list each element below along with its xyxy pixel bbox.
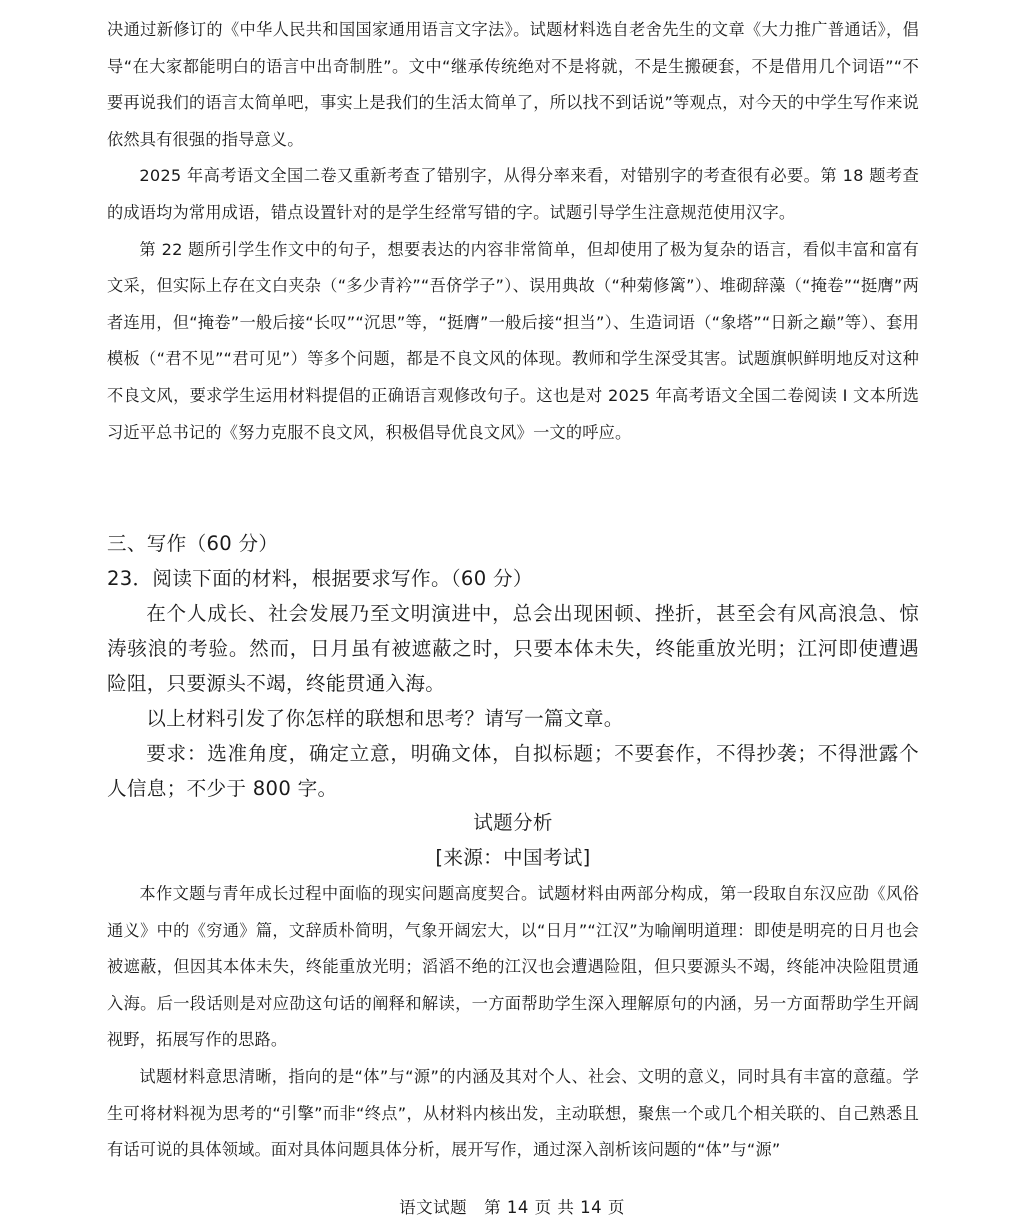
analysis-body bbox=[107, 876, 919, 1169]
analysis-source: [来源：中国考试] bbox=[435, 846, 591, 869]
analysis-paragraph-1: 本作文题与青年成长过程中面临的现实问题高度契合。试题材料由两部分构成，第一段取自东汉应劭《风俗通义》中的《穷通》篇，文辞质朴简明，气象开阔宏大，以“日月”“江汉”为喻阐明道理：即使是明亮的日月也会被遮蔽，但因其本体未失，终能重放光明；滔滔不绝的江汉也会遭遇险阻，但只要源头不竭，终能冲决险阻贯通入海。后一段话则是对应劭这句话的阐释和解读，一方面帮助学生深入理解原句的内涵，另一方面帮助学生开阔视野，拓展写作的思路。 bbox=[107, 884, 919, 1050]
paragraph-question-22: 第 22 题所引学生作文中的句子，想要表达的内容非常简单，但却使用了极为复杂的语言，看似丰富和富有文采，但实际上存在文白夹杂（“多少青衿”“吾侪学子”）、误用典故（“种菊修篱”）、堆砌辞藻（“掩卷”“挺膺”两者连用，但“掩卷”一般后接“长叹”“沉思”等，“挺膺”一般后接“担当”）、生造词语（“象塔”“日新之巅”等）、套用模板（“君不见”“君可见”）等多个问题，都是不良文风的体现。教师和学生深受其害。试题旗帜鲜明地反对这种不良文风，要求学生运用材料提倡的正确语言观修改句子。这也是对 2025 年高考语文全国二卷阅读 I 文本所选习近平总书记的《努力克服不良文风，积极倡导优良文风》一文的呼应。 bbox=[107, 239, 919, 442]
analysis-title: 试题分析 bbox=[473, 811, 553, 834]
top-section bbox=[107, 12, 919, 451]
paragraph-language-law: 决通过新修订的《中华人民共和国国家通用语言文字法》。试题材料选自老舍先生的文章《大力推广普通话》，倡导“在大家都能明白的语言中出奇制胜”。文中“继承传统绝对不是将就，不是生搬硬套，不是借用几个词语”“不要再说我们的语言太简单吧，事实上是我们的生活太简单了，所以找不到话说”等观点，对今天的中学生写作来说依然具有很强的指导意义。 bbox=[107, 20, 919, 149]
question-23: 23．阅读下面的材料，根据要求写作。（60 分） bbox=[107, 567, 533, 590]
paragraph-typo-question: 2025 年高考语文全国二卷又重新考查了错别字，从得分率来看，对错别字的考查很有必要。第 18 题考查的成语均为常用成语，错点设置针对的是学生经常写错的字。试题引导学生注意规范使用汉字。 bbox=[107, 166, 919, 222]
writing-requirements: 要求：选准角度，确定立意，明确文体，自拟标题；不要套作，不得抄袭；不得泄露个人信息；不少于 800 字。 bbox=[107, 742, 919, 800]
analysis-section bbox=[107, 805, 919, 875]
writing-prompt: 以上材料引发了你怎样的联想和思考？请写一篇文章。 bbox=[146, 707, 624, 730]
page-footer: 语文试题 第 14 页 共 14 页 bbox=[399, 1198, 625, 1217]
writing-material: 在个人成长、社会发展乃至文明演进中，总会出现困顿、挫折，甚至会有风高浪急、惊涛骇浪的考验。然而，日月虽有被遮蔽之时，只要本体未失，终能重放光明；江河即使遭遇险阻，只要源头不竭，终能贯通入海。 bbox=[107, 602, 919, 695]
writing-section bbox=[107, 526, 919, 806]
analysis-paragraph-2: 试题材料意思清晰，指向的是“体”与“源”的内涵及其对个人、社会、文明的意义，同时具有丰富的意蕴。学生可将材料视为思考的“引擎”而非“终点”，从材料内核出发，主动联想，聚焦一个或几个相关联的、自己熟悉且有话可说的具体领域。面对具体问题具体分析，展开写作，通过深入剖析该问题的“体”与“源” bbox=[107, 1066, 919, 1160]
section-heading: 三、写作（60 分） bbox=[107, 532, 279, 555]
